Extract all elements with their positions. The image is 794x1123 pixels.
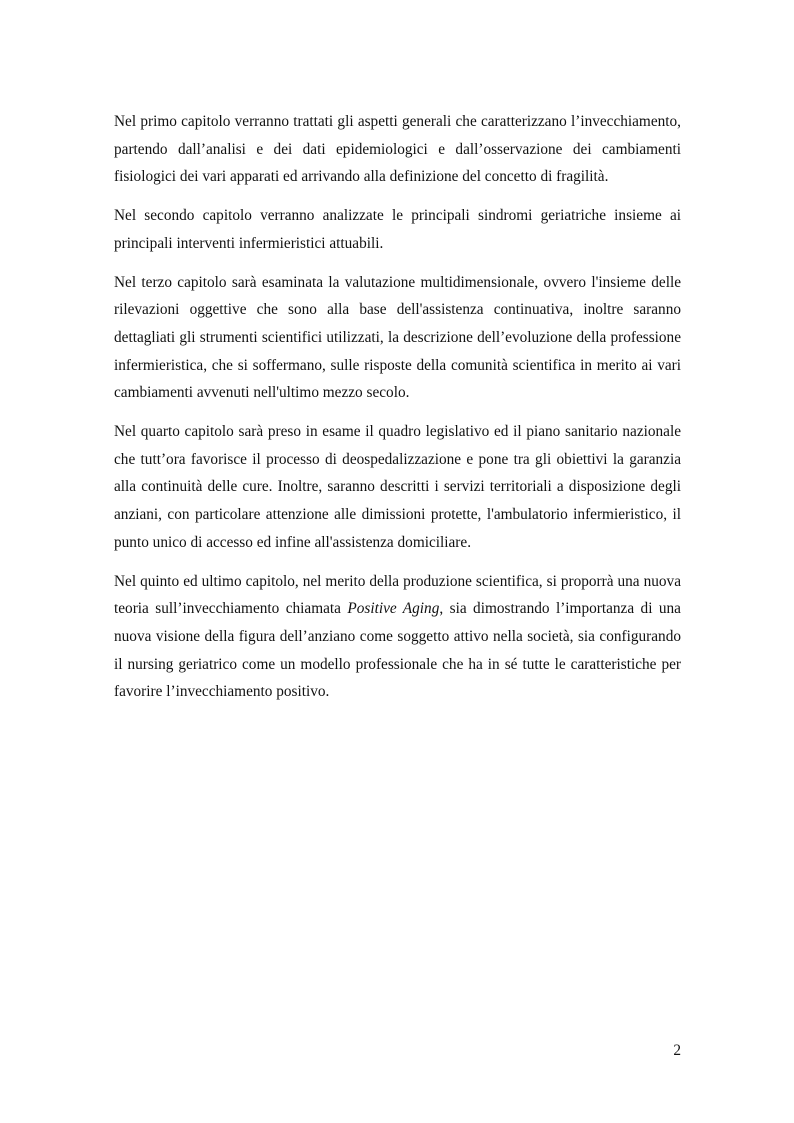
paragraph-chapter-4: Nel quarto capitolo sarà preso in esame il quadro legislativo ed il piano sanitario nazionale che tutt’ora favorisce il processo di deospedalizzazione e pone tra gli obiettivi la garanzia alla continuità delle cure. Inoltre, saranno descritti i servizi territoriali a disposizione degli anziani, con particolare attenzione alle dimissioni protette, l'ambulatorio infermieristico, il punto unico di accesso ed infine all'assistenza domiciliare. — [114, 423, 681, 551]
paragraph-chapter-5 — [114, 568, 681, 707]
page-number: 2 — [673, 1042, 681, 1059]
positive-aging-term: Positive Aging — [347, 600, 440, 618]
paragraph-chapter-3: Nel terzo capitolo sarà esaminata la valutazione multidimensionale, ovvero l'insieme delle rilevazioni oggettive che sono alla base dell'assistenza continuativa, inoltre saranno dettagliati gli strumenti scientifici utilizzati, la descrizione dell’evoluzione della professione infermieristica, che si soffermano, sulle risposte della comunità scientifica in merito ai vari cambiamenti avvenuti nell'ultimo mezzo secolo. — [114, 273, 681, 402]
paragraph-chapter-5-after: , sia dimostrando l’importanza di una nuova visione della figura dell’anziano come soggetto attivo nella società, sia configurando il nursing geriatrico come un modello professionale che ha in sé tutte le caratteristiche per favorire l’invecchiamento positivo. — [114, 600, 681, 701]
paragraph-chapter-2: Nel secondo capitolo verranno analizzate le principali sindromi geriatriche insieme ai principali interventi infermieristici attuabili. — [114, 207, 681, 252]
paragraph-chapter-1: Nel primo capitolo verranno trattati gli aspetti generali che caratterizzano l’invecchiamento, partendo dall’analisi e dei dati epidemiologici e dall’osservazione dei cambiamenti fisiologici dei vari apparati ed arrivando alla definizione del concetto di fragilità. — [114, 113, 681, 186]
paragraph-chapter-5-before: Nel quinto ed ultimo capitolo, nel merito della produzione scientifica, si proporrà una nuova teoria sull’invecchiamento chiamata — [114, 572, 681, 618]
body-text — [114, 108, 681, 717]
